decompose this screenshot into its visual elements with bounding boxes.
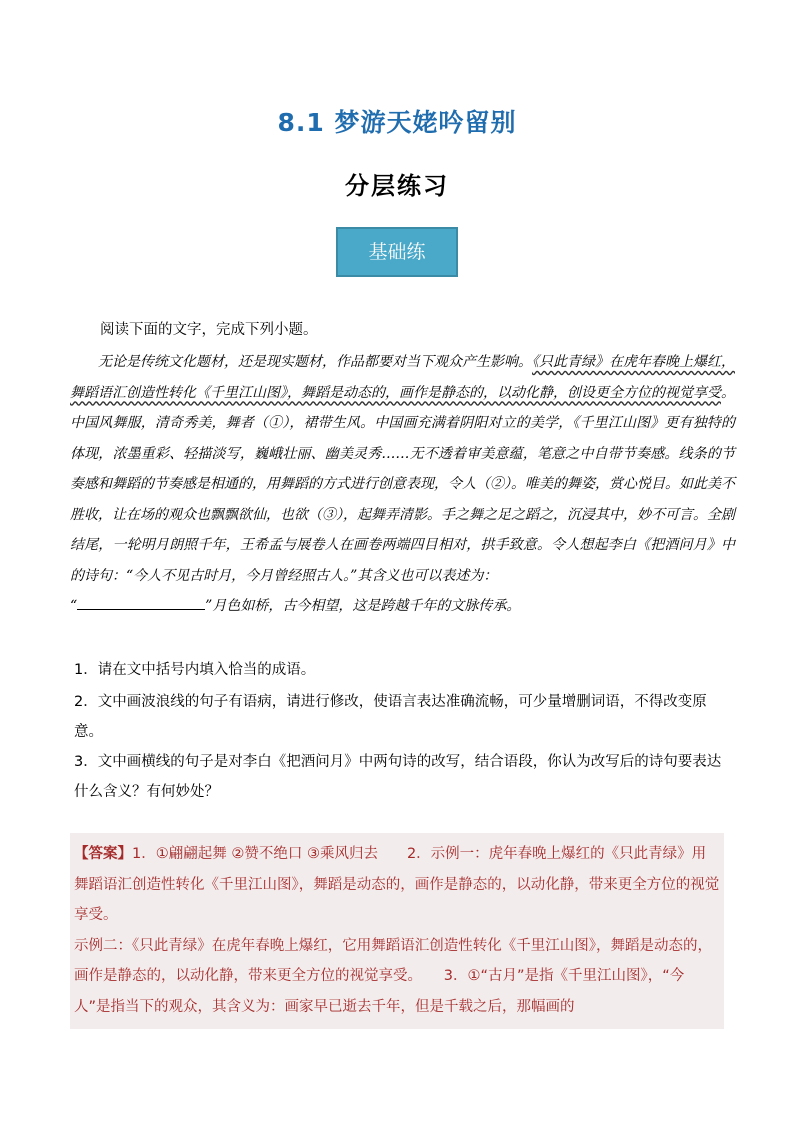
passage-open-quote: “ (70, 598, 78, 614)
passage-part3: ”月色如桥，古今相望，这是跨越千年的文脉传承。 (205, 598, 521, 614)
page-title: 8.1 梦游天姥吟留别 (277, 108, 517, 137)
question-3: 3．文中画横线的句子是对李白《把酒问月》中两句诗的改写，结合语段，你认为改写后的诗句要表达什么含义？有何妙处？ (74, 754, 722, 800)
page-subtitle: 分层练习 (345, 172, 449, 200)
passage-paragraph (70, 347, 735, 591)
answer-box (70, 833, 724, 1029)
passage-part2: 。中国风舞服，清奇秀美，舞者（①），裙带生风。中国画充满着阴阳对立的美学，《千里江山图》更有独特的体现，浓墨重彩、轻描淡写，巍峨壮丽、幽美灵秀……无不透着审美意蕴，笔意之中自带节奏感。线条的节奏感和舞蹈的节奏感是相通的，用舞蹈的方式进行创意表现，令人（②）。唯美的舞姿，赏心悦目。如此美不胜收，让在场的观众也飘飘欲仙，也欲（③），起舞弄清影。手之舞之足之蹈之，沉浸其中，妙不可言。全剧结尾，一轮明月朗照千年，王希孟与展卷人在画卷两端四目相对，拱手致意。令人想起李白《把酒问月》中的诗句：“今人不见古时月，今月曾经照古人。”其含义也可以表述为： (70, 384, 735, 584)
section-badge: 基础练 (336, 227, 458, 277)
answer-paragraph-2: 示例二：《只此青绿》在虎年春晚上爆红，它用舞蹈语汇创造性转化《千里江山图》，舞蹈是动态的，画作是静态的，以动化静，带来更全方位的视觉享受。 3．①“古月”是指《千里江山图》，“今人”是指当下的观众，其含义为：画家早已逝去千年，但是千载之后，那幅画的 (74, 937, 712, 1015)
reading-passage (70, 347, 735, 622)
question-1: 1．请在文中括号内填入恰当的成语。 (74, 662, 316, 678)
passage-closing (70, 591, 735, 622)
answer-label: 【答案】 (74, 846, 132, 862)
answer-text-1: 1．①翩翩起舞 ②赞不绝口 ③乘风归去 2．示例一：虎年春晚上爆红的《只此青绿》用舞蹈语汇创造性转化《千里江山图》，舞蹈是动态的，画作是静态的，以动化静，带来更全方位的视觉享受。 (74, 846, 720, 923)
wavy-sentence: 《只此青绿》在虎年春晚上爆红，舞蹈语汇创造性转化《千里江山图》，舞蹈是动态的，画作是静态的，以动化静，创设更全方位的视觉享受 (70, 354, 735, 401)
fill-blank-line[interactable] (77, 595, 205, 610)
passage-part1: 无论是传统文化题材，还是现实题材，作品都要对当下观众产生影响。 (98, 354, 532, 370)
question-2: 2．文中画波浪线的句子有语病，请进行修改，使语言表达准确流畅，可少量增删词语，不得改变原意。 (74, 694, 707, 740)
answer-paragraph-1 (70, 833, 724, 931)
intro-text: 阅读下面的文字，完成下列小题。 (100, 322, 318, 338)
